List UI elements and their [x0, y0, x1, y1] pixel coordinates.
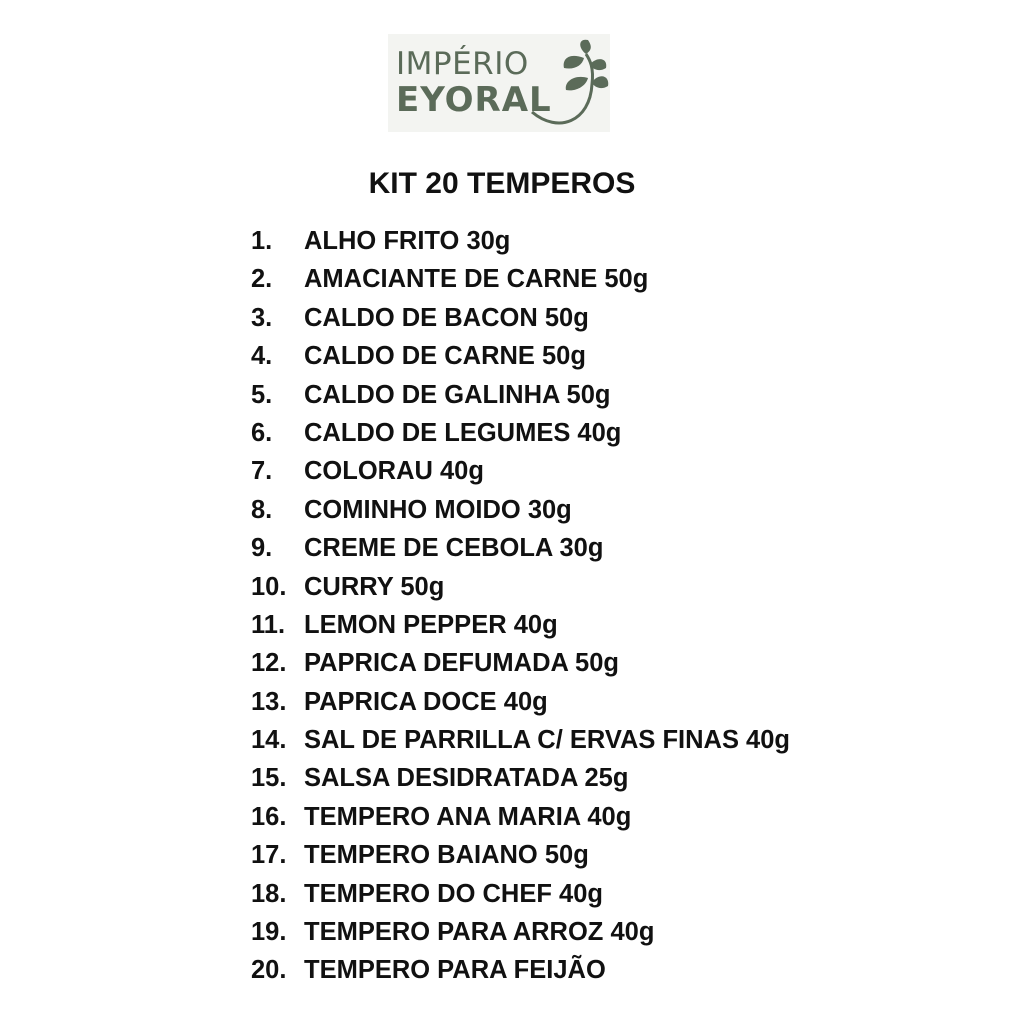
item-number: 19. — [251, 918, 287, 947]
item-number: 20. — [251, 956, 287, 985]
item-number: 15. — [251, 764, 287, 793]
list-item — [251, 222, 790, 260]
leaf-sprout-icon — [528, 38, 610, 130]
item-number: 3. — [251, 303, 273, 332]
item-number: 8. — [251, 495, 273, 524]
brand-logo — [388, 34, 610, 132]
item-number: 2. — [251, 265, 273, 294]
item-number: 12. — [251, 649, 287, 678]
list-item — [251, 491, 790, 529]
item-number: 6. — [251, 418, 273, 447]
list-item — [251, 798, 790, 836]
item-text: LEMON PEPPER 40g — [304, 610, 558, 639]
item-text: SALSA DESIDRATADA 25g — [304, 764, 629, 793]
item-text: TEMPERO PARA ARROZ 40g — [304, 918, 655, 947]
item-number: 9. — [251, 534, 273, 563]
page-title: KIT 20 TEMPEROS — [368, 167, 636, 200]
list-item — [251, 568, 790, 606]
list-item — [251, 606, 790, 644]
logo-text-line-2: EYORAL — [396, 80, 552, 120]
item-number: 18. — [251, 879, 287, 908]
list-item — [251, 913, 790, 951]
item-text: CURRY 50g — [304, 572, 445, 601]
item-text: COMINHO MOIDO 30g — [304, 495, 572, 524]
item-number: 4. — [251, 342, 273, 371]
list-item — [251, 260, 790, 298]
list-item — [251, 683, 790, 721]
item-text: PAPRICA DEFUMADA 50g — [304, 649, 619, 678]
list-item — [251, 721, 790, 759]
item-text: PAPRICA DOCE 40g — [304, 687, 548, 716]
item-text: TEMPERO PARA FEIJÃO — [304, 956, 606, 985]
item-text: CALDO DE LEGUMES 40g — [304, 418, 622, 447]
item-number: 14. — [251, 726, 287, 755]
item-text: SAL DE PARRILLA C/ ERVAS FINAS 40g — [304, 726, 790, 755]
list-item — [251, 836, 790, 874]
list-item — [251, 951, 790, 989]
item-text: CALDO DE GALINHA 50g — [304, 380, 611, 409]
item-number: 11. — [251, 610, 286, 639]
list-item — [251, 337, 790, 375]
list-item — [251, 414, 790, 452]
item-text: TEMPERO ANA MARIA 40g — [304, 802, 632, 831]
list-item — [251, 529, 790, 567]
item-number: 10. — [251, 572, 287, 601]
list-item — [251, 376, 790, 414]
item-text: ALHO FRITO 30g — [304, 227, 511, 255]
list-item — [251, 875, 790, 913]
item-text: CREME DE CEBOLA 30g — [304, 534, 604, 563]
item-number: 13. — [251, 687, 287, 716]
item-number: 17. — [251, 841, 287, 870]
item-number: 16. — [251, 802, 287, 831]
list-item — [251, 644, 790, 682]
logo-text-line-1: IMPÉRIO — [396, 46, 529, 82]
item-number: 7. — [251, 457, 273, 486]
item-number: 5. — [251, 380, 273, 409]
item-text: AMACIANTE DE CARNE 50g — [304, 265, 649, 294]
seasoning-list — [251, 222, 790, 990]
list-item — [251, 299, 790, 337]
item-text: CALDO DE BACON 50g — [304, 303, 589, 332]
item-text: COLORAU 40g — [304, 457, 484, 486]
item-text: TEMPERO DO CHEF 40g — [304, 879, 603, 908]
item-number: 1. — [251, 227, 273, 255]
item-text: CALDO DE CARNE 50g — [304, 342, 586, 371]
item-text: TEMPERO BAIANO 50g — [304, 841, 589, 870]
list-item — [251, 452, 790, 490]
list-item — [251, 759, 790, 797]
